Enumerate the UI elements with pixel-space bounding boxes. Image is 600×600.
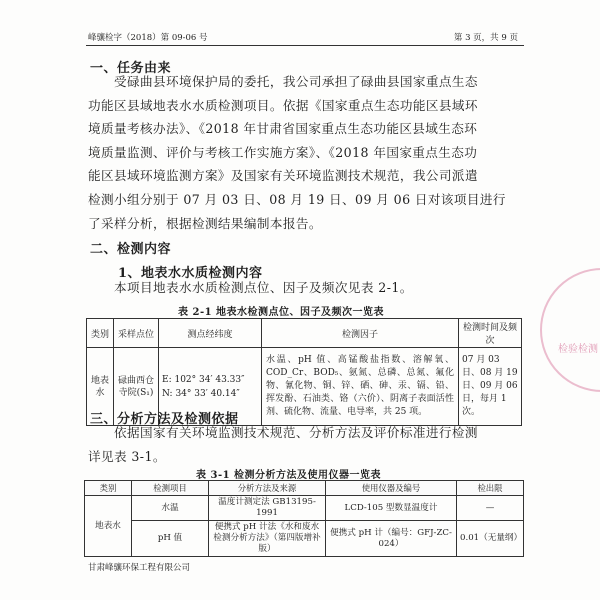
table-header-row [85,481,524,496]
table-header-row [87,319,522,348]
table-cell-method: 便携式 pH 计法《水和废水检测分析方法》（第四版增补版） [209,521,326,557]
table-cell-limit: 0.01（无量纲） [457,521,524,557]
footer-company: 甘肃峰骧环保工程有限公司 [88,563,191,573]
table-2-1-caption: 表 2-1 地表水检测点位、因子及频次一览表 [178,307,385,318]
table-cell-category: 地表水 [87,348,114,426]
section-3-paragraph [88,421,520,468]
table-3-1-caption: 表 3-1 检测分析方法及使用仪器一览表 [196,470,382,481]
para-line: 能区县域环境监测方案》及国家有关环境监测技术规范，我公司派遣 [88,168,478,184]
para-line: 检测小组分别于 07 月 03 日、08 月 19 日、09 月 06 日对该项目进行 [88,191,506,207]
table-header-cell: 检测项目 [132,481,209,496]
table-3-1 [84,480,524,557]
table-header-cell: 分析方法及来源 [209,481,326,496]
section-2-subheading: 1、地表水水质检测内容 [118,266,263,281]
table-cell-item: pH 值 [132,521,209,557]
table-cell-instrument: 便携式 pH 计（编号：GFJ-ZC-024） [326,521,457,557]
table-row [85,521,524,557]
table-cell-factors: 水温、pH 值、高锰酸盐指数、溶解氧、COD_Cr、BOD₅、氨氮、总磷、总氮、氟化物、氰化物、铜、锌、硒、砷、汞、镉、铅、挥发酚、石油类、铬（六价）、阴离子表面活性剂、硫化物、流量、电导率，共 25 项。 [262,348,459,426]
table-cell-category: 地表水 [85,496,132,557]
table-cell-instrument: LCD-105 型数显温度计 [326,496,457,521]
latitude: N: 34° 33′ 40.14″ [162,388,240,399]
table-header-cell: 测点经纬度 [159,319,262,348]
section-1-paragraph [88,70,520,235]
table-header-cell: 检测因子 [262,319,459,348]
table-cell-site: 碌曲西仓寺院(S₁) [114,348,159,426]
table-header-cell: 检出限 [457,481,524,496]
para-line: 境质量监测、评价与考核工作实施方案》、《2018 年国家重点生态功 [88,144,478,160]
table-header-cell: 类别 [85,481,132,496]
section-2-heading: 二、检测内容 [90,242,172,257]
table-header-cell: 类别 [87,319,114,348]
table-cell-method: 温度计测定法 GB13195-1991 [209,496,326,521]
para-line: 境质量考核办法》、《2018 年甘肃省国家重点生态功能区县域生态环 [88,121,478,137]
seal-stamp [540,268,600,392]
para-line: 详见表 3-1。 [88,448,166,464]
table-header-cell: 使用仪器及编号 [326,481,457,496]
table-header-cell: 采样点位 [114,319,159,348]
para-line: 依据国家有关环境监测技术规范、分析方法及评价标准进行检测 [114,425,478,440]
longitude: E: 102° 34′ 43.33″ [162,374,245,385]
report-number: 峰骧检字（2018）第 09-06 号 [88,33,208,43]
table-cell-limit: — [457,496,524,521]
table-row [85,496,524,521]
section-3-heading: 三、分析方法及检测依据 [90,412,239,427]
para-line: 本项目地表水水质检测点位、因子及频次见表 2-1。 [114,280,413,295]
seal-stamp-text: 检验检测 [558,344,598,355]
page-info: 第 3 页，共 9 页 [453,33,518,43]
section-2-paragraph [88,276,520,300]
table-cell-time: 07 月 03 日、08 月 19 日、09 月 06 日，每月 1 次。 [459,348,522,426]
table-cell-item: 水温 [132,496,209,521]
para-line: 功能区县域地表水水质检测项目。依据《国家重点生态功能区县域环 [88,97,478,113]
section-1-heading: 一、任务由来 [90,61,172,76]
para-line: 了采样分析，根据检测结果编制本报告。 [88,215,322,231]
para-line: 受碌曲县环境保护局的委托，我公司承担了碌曲县国家重点生态 [114,74,478,89]
table-header-cell: 检测时间及频次 [459,319,522,348]
header-rule [86,45,524,46]
